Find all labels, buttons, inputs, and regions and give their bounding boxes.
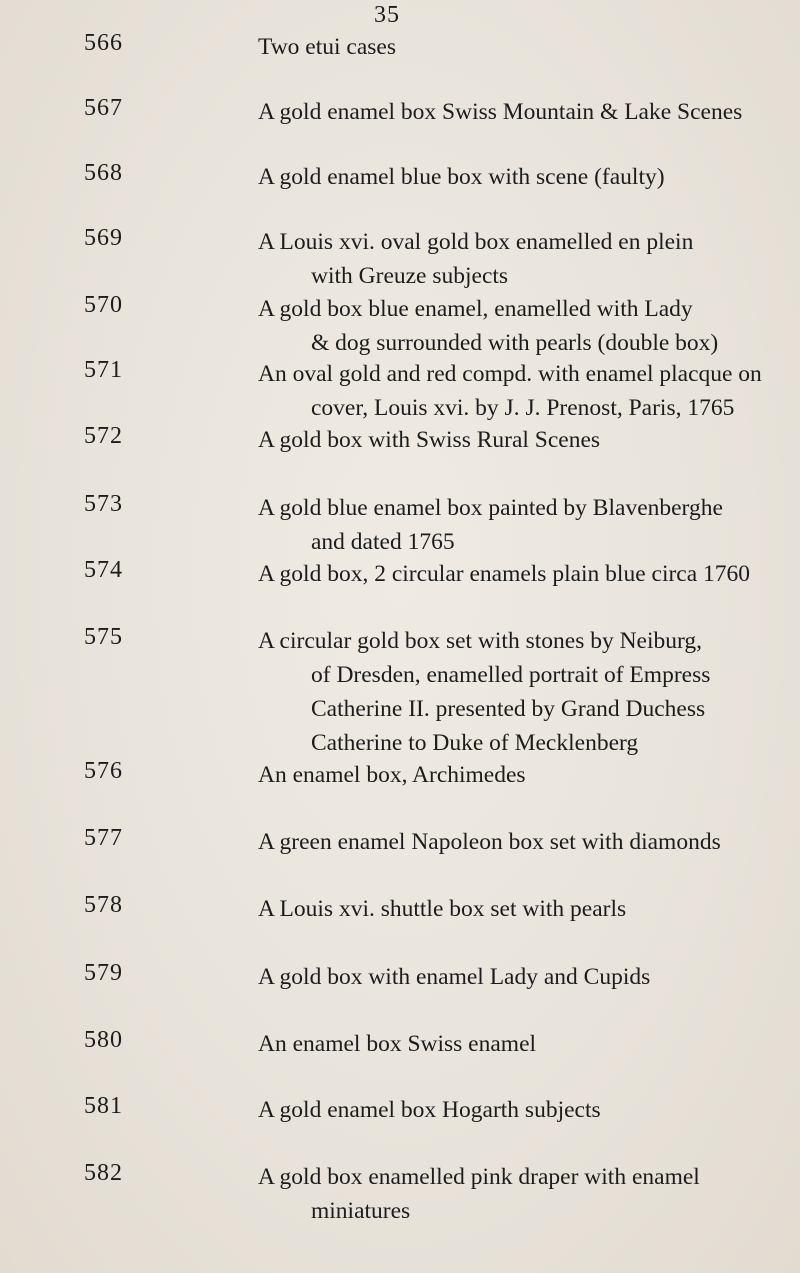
lot-description (258, 758, 798, 792)
lot-number: 580 (84, 1027, 123, 1053)
lot-description (258, 892, 798, 926)
lot-description-line: A Louis xvi. oval gold box enamelled en plein (258, 229, 694, 255)
lot-description (258, 491, 798, 559)
lot-description-line: & dog surrounded with pearls (double box) (311, 330, 719, 356)
lot-description-line: and dated 1765 (311, 529, 455, 555)
lot-description-line: A gold enamel box Hogarth subjects (258, 1097, 601, 1123)
lot-number: 568 (84, 160, 123, 186)
lot-description-line: Catherine II. presented by Grand Duchess (311, 696, 706, 722)
lot-description-line: A gold box with Swiss Rural Scenes (258, 427, 601, 453)
lot-number: 581 (84, 1093, 123, 1119)
lot-description (258, 357, 798, 425)
lot-description (258, 292, 798, 360)
lot-description-line: A Louis xvi. shuttle box set with pearls (258, 896, 627, 922)
lot-number: 578 (84, 892, 123, 918)
lot-description-line: of Dresden, enamelled portrait of Empress (311, 662, 711, 688)
lot-number: 579 (84, 960, 123, 986)
lot-description-line: with Greuze subjects (311, 263, 509, 289)
lot-description-line: cover, Louis xvi. by J. J. Prenost, Paris, 1765 (311, 395, 735, 421)
lot-description (258, 624, 798, 760)
page-number: 35 (374, 2, 400, 28)
lot-number: 577 (84, 825, 123, 851)
lot-number: 574 (84, 557, 123, 583)
lot-description-line: An oval gold and red compd. with enamel placque on (258, 361, 762, 387)
lot-description-line: An enamel box Swiss enamel (258, 1031, 537, 1057)
lot-description-line: A gold enamel box Swiss Mountain & Lake Scenes (258, 99, 743, 125)
lot-description-line: A gold box enamelled pink draper with enamel (258, 1164, 700, 1190)
lot-description-line: A gold blue enamel box painted by Blavenberghe (258, 495, 723, 521)
lot-description-line: A gold enamel blue box with scene (faulty) (258, 164, 665, 190)
lot-description (258, 1093, 798, 1127)
lot-number: 576 (84, 758, 123, 784)
lot-description (258, 30, 798, 64)
lot-description-line: A gold box with enamel Lady and Cupids (258, 964, 651, 990)
lot-description (258, 1027, 798, 1061)
lot-number: 582 (84, 1160, 123, 1186)
lot-number: 575 (84, 624, 123, 650)
lot-number: 570 (84, 292, 123, 318)
lot-description-line: Two etui cases (258, 34, 397, 60)
lot-number: 566 (84, 30, 123, 56)
lot-description-line: An enamel box, Archimedes (258, 762, 526, 788)
lot-number: 569 (84, 225, 123, 251)
lot-description (258, 825, 798, 859)
lot-number: 573 (84, 491, 123, 517)
lot-description (258, 1160, 798, 1228)
lot-description (258, 557, 798, 591)
lot-description-line: A gold box blue enamel, enamelled with Lady (258, 296, 693, 322)
lot-description (258, 160, 798, 194)
lot-description (258, 960, 798, 994)
lot-description-line: A gold box, 2 circular enamels plain blue circa 1760 (258, 561, 751, 587)
lot-description-line: miniatures (311, 1198, 411, 1224)
lot-description-line: A green enamel Napoleon box set with diamonds (258, 829, 721, 855)
lot-description-line: A circular gold box set with stones by Neiburg, (258, 628, 703, 654)
lot-description (258, 95, 798, 129)
lot-number: 572 (84, 423, 123, 449)
lot-description (258, 225, 798, 293)
lot-description (258, 423, 798, 457)
lot-description-line: Catherine to Duke of Mecklenberg (311, 730, 639, 756)
lot-number: 571 (84, 357, 123, 383)
lot-number: 567 (84, 95, 123, 121)
